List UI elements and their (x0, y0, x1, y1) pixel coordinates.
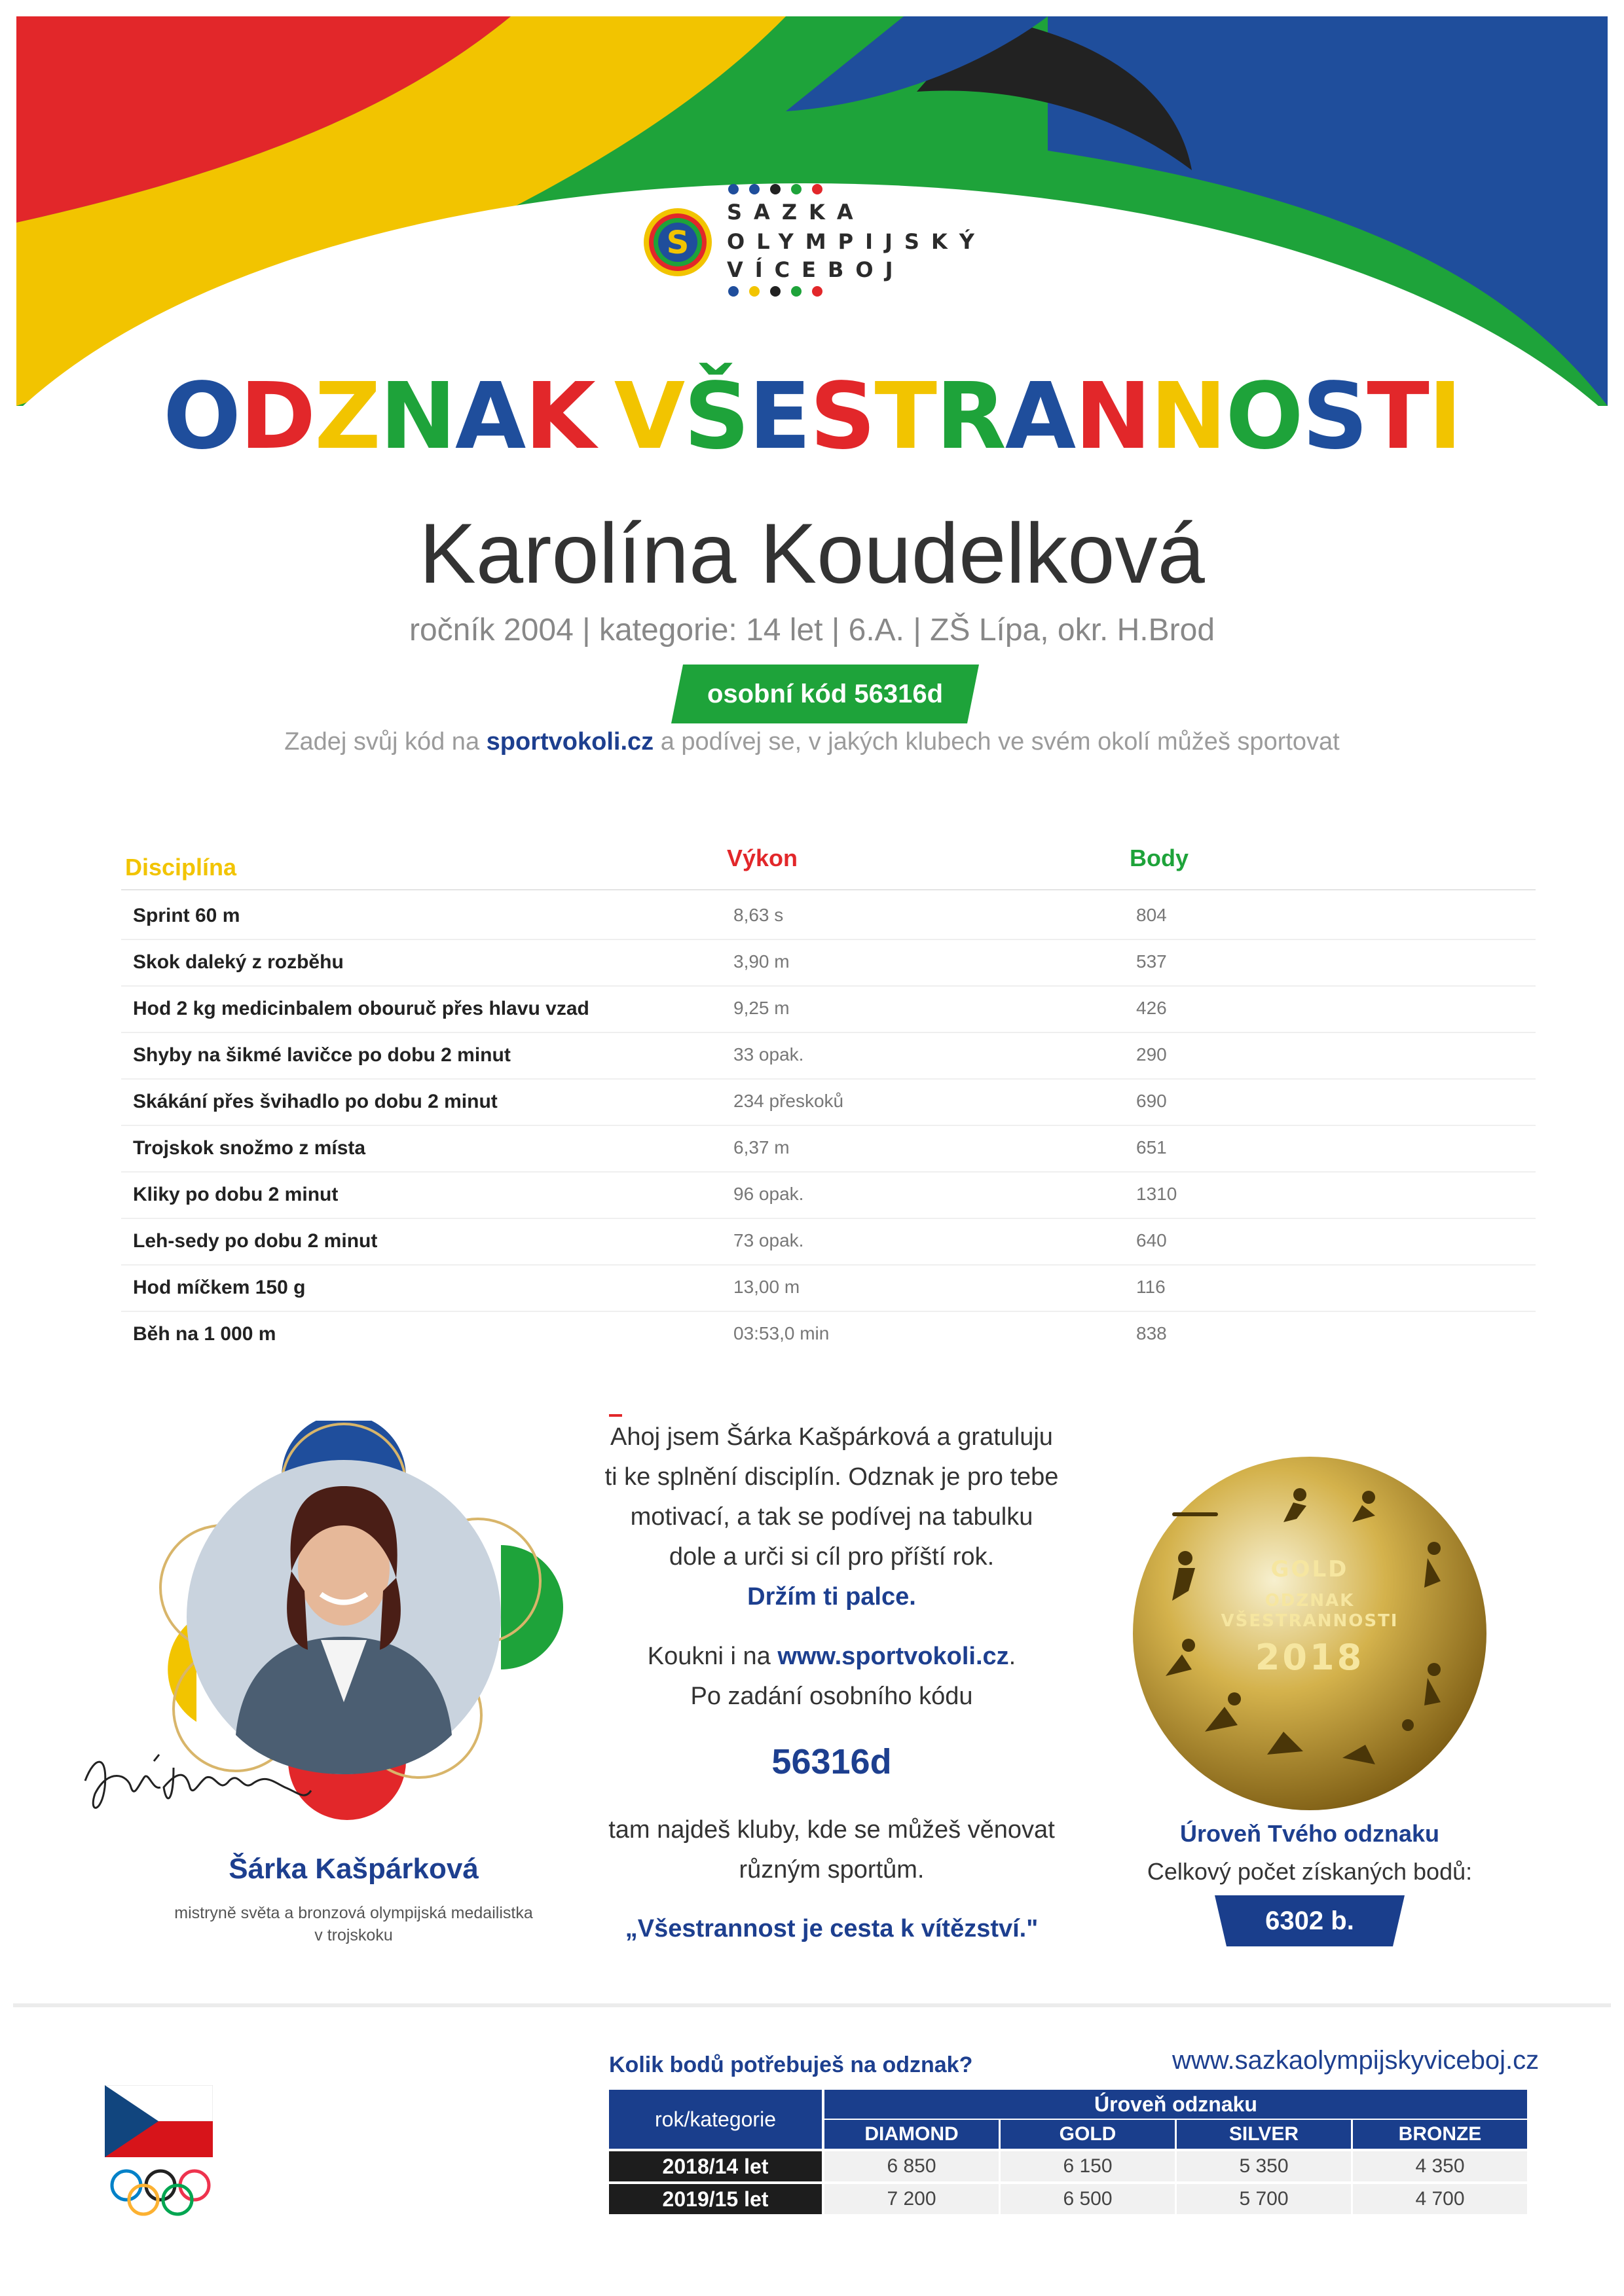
sportvokoli-url-link[interactable]: www.sportvokoli.cz (777, 1643, 1009, 1670)
threshold-value: 6 500 (1001, 2184, 1175, 2214)
table-row (121, 1230, 1536, 1277)
row-divider (121, 1218, 1536, 1219)
personal-code-badge (671, 665, 979, 723)
athlete-description-line1: mistryně světa a bronzová olympijská medailistka (174, 1904, 533, 1922)
points-cell: 651 (1136, 1137, 1167, 1157)
row-divider (121, 1264, 1536, 1266)
threshold-value: 6 150 (1001, 2151, 1175, 2181)
performance-cell: 6,37 m (733, 1137, 790, 1157)
row-divider (121, 1032, 1536, 1033)
row-divider (121, 1171, 1536, 1173)
total-points-label: Celkový počet získaných bodů: (1147, 1858, 1473, 1885)
performance-cell: 13,00 m (733, 1277, 800, 1297)
logo-dots-bottom (728, 286, 822, 297)
points-question: Kolik bodů potřebuješ na odznak? (609, 2052, 973, 2077)
medal-level: GOLD (1270, 1556, 1349, 1582)
logo-dot (728, 184, 739, 194)
gold-badge-medal (1126, 1450, 1493, 1817)
message-line: Ahoj jsem Šárka Kašpárková a gratuluju (610, 1423, 1053, 1451)
discipline-cell: Shyby na šikmé lavičce po dobu 2 minut (133, 1044, 511, 1066)
message-line: ti ke splnění disciplín. Odznak je pro tebe (604, 1463, 1059, 1491)
message-tail (576, 1810, 1087, 1890)
performance-cell: 33 opak. (733, 1044, 804, 1065)
discipline-cell: Hod 2 kg medicinbalem obouruč přes hlavu vzad (133, 998, 589, 1019)
medal-line2: VŠESTRANNOSTI (1221, 1611, 1399, 1631)
threshold-row-label: 2018/14 let (609, 2151, 822, 2181)
badge-thresholds-table (609, 2090, 1527, 2215)
heading-letter: S (809, 363, 875, 470)
heading-letter: Š (684, 363, 749, 470)
performance-cell: 73 opak. (733, 1230, 804, 1250)
threshold-value: 4 350 (1353, 2151, 1527, 2181)
heading-letter: N (1075, 363, 1151, 470)
header-performance: Výkon (727, 845, 798, 871)
row-divider (121, 939, 1536, 940)
logo-text-line2: OLYMPIJSKÝ (727, 229, 986, 254)
threshold-value: 4 700 (1353, 2184, 1527, 2214)
heading-letter: O (163, 363, 240, 470)
badge-level-title: Úroveň Tvého odznaku (1179, 1820, 1440, 1847)
table-row (121, 951, 1536, 998)
svg-text:S: S (666, 225, 690, 261)
logo-dot (749, 184, 760, 194)
points-cell: 804 (1136, 905, 1167, 925)
person-info: ročník 2004 | kategorie: 14 let | 6.A. | ZŠ Lípa, okr. H.Brod (409, 613, 1215, 647)
header-divider (121, 889, 1536, 890)
points-cell: 838 (1136, 1323, 1167, 1343)
logo-dot (791, 184, 802, 194)
person-name: Karolína Koudelková (419, 505, 1205, 601)
logo-text-line1: SAZKA (727, 200, 865, 225)
points-cell: 690 (1136, 1091, 1167, 1111)
performance-cell: 234 přeskoků (733, 1091, 844, 1111)
table-row (121, 1184, 1536, 1230)
prompt-before: Zadej svůj kód na (284, 728, 487, 756)
athlete-signature (75, 1741, 337, 1833)
logo-dot (812, 184, 822, 194)
performance-cell: 03:53,0 min (733, 1323, 830, 1343)
level-header-silver: SILVER (1177, 2120, 1351, 2149)
points-cell: 640 (1136, 1230, 1167, 1250)
medal-year: 2018 (1255, 1637, 1365, 1678)
motto-quote: „Všestrannost je cesta k vítězství." (625, 1915, 1039, 1942)
points-cell: 537 (1136, 951, 1167, 972)
heading-letter: E (748, 363, 810, 470)
points-cell: 426 (1136, 998, 1167, 1018)
personal-code-label: osobní kód 56316d (707, 680, 944, 708)
discipline-cell: Kliky po dobu 2 minut (133, 1184, 339, 1205)
logo-text-line3: VÍCEBOJ (727, 257, 905, 282)
performance-cell: 96 opak. (733, 1184, 804, 1204)
congratulation-message (576, 1417, 1087, 1717)
prompt-after: a podívej se, v jakých klubech ve svém okolí můžeš sportovat (654, 728, 1340, 756)
discipline-cell: Hod míčkem 150 g (133, 1277, 306, 1298)
badge-heading (0, 363, 1624, 470)
olympic-rings-icon (108, 2167, 213, 2219)
points-cell: 290 (1136, 1044, 1167, 1065)
logo-dot (812, 286, 822, 297)
table-row (121, 1323, 1536, 1370)
discipline-cell: Leh-sedy po dobu 2 minut (133, 1230, 378, 1252)
heading-letter: V (614, 363, 684, 470)
performance-cell: 9,25 m (733, 998, 790, 1018)
table-row (121, 1277, 1536, 1323)
threshold-row-label: 2019/15 let (609, 2184, 822, 2214)
sportvokoli-prompt (0, 728, 1624, 756)
message-accent-dash (609, 1414, 622, 1417)
level-header-diamond: DIAMOND (824, 2120, 999, 2149)
athlete-description (144, 1902, 563, 1946)
discipline-cell: Skok daleký z rozběhu (133, 951, 344, 973)
heading-letter: I (1428, 363, 1461, 470)
discipline-cell: Trojskok snožmo z místa (133, 1137, 366, 1159)
athlete-description-line2: v trojskoku (314, 1926, 393, 1944)
discipline-cell: Skákání přes švihadlo po dobu 2 minut (133, 1091, 498, 1112)
table-row (121, 1091, 1536, 1137)
level-header-gold: GOLD (1001, 2120, 1175, 2149)
heading-letter: N (1150, 363, 1226, 470)
heading-letter: D (240, 363, 315, 470)
heading-letter: A (1005, 363, 1075, 470)
table-row (121, 1137, 1536, 1184)
level-header-bronze: BRONZE (1353, 2120, 1527, 2149)
message-line (576, 1637, 1087, 1677)
row-divider (121, 1311, 1536, 1312)
heading-letter: R (936, 363, 1005, 470)
website-link[interactable]: www.sazkaolympijskyviceboj.cz (1172, 2046, 1540, 2075)
heading-letter: A (454, 363, 525, 470)
sazka-logo (642, 180, 995, 304)
threshold-value: 7 200 (824, 2184, 999, 2214)
message-line: Po zadání osobního kódu (690, 1683, 973, 1710)
logo-dots-top (728, 184, 822, 194)
message-link-prefix: Koukni i na (647, 1643, 778, 1670)
sportvokoli-link[interactable]: sportvokoli.cz (486, 728, 654, 756)
heading-letter: T (874, 363, 936, 470)
header-points: Body (1130, 845, 1189, 871)
logo-dot (728, 286, 739, 297)
medal-line1: ODZNAK (1264, 1591, 1355, 1611)
threshold-value: 6 850 (824, 2151, 999, 2181)
heading-letter: N (379, 363, 455, 470)
row-divider (121, 985, 1536, 987)
points-cell: 1310 (1136, 1184, 1177, 1204)
message-line: různým sportům. (739, 1856, 925, 1884)
heading-letter (595, 363, 614, 470)
discipline-cell: Běh na 1 000 m (133, 1323, 276, 1345)
row-category-header: rok/kategorie (609, 2090, 822, 2149)
message-cheer: Držím ti palce. (747, 1583, 916, 1611)
total-points-badge (1215, 1895, 1405, 1946)
message-link-suffix: . (1008, 1643, 1016, 1670)
logo-dot (749, 286, 760, 297)
performance-cell: 8,63 s (733, 905, 784, 925)
table-row (121, 1044, 1536, 1091)
logo-dot (770, 184, 781, 194)
message-line: motivací, a tak se podívej na tabulku (630, 1503, 1033, 1531)
threshold-value: 5 700 (1177, 2184, 1351, 2214)
total-points-value: 6302 b. (1265, 1906, 1354, 1935)
logo-dot (791, 286, 802, 297)
heading-letter: K (525, 363, 595, 470)
discipline-cell: Sprint 60 m (133, 905, 240, 926)
athlete-name: Šárka Kašpárková (229, 1853, 479, 1885)
heading-letter: T (1367, 363, 1428, 470)
table-row (121, 905, 1536, 951)
row-divider (121, 1125, 1536, 1126)
heading-letter: S (1302, 363, 1367, 470)
row-divider (121, 1078, 1536, 1080)
heading-letter: Z (314, 363, 380, 470)
header-discipline: Disciplína (125, 854, 237, 881)
medal-graphic (1126, 1450, 1493, 1817)
table-row (121, 998, 1536, 1044)
czech-flag-icon (105, 2085, 213, 2157)
message-line: dole a urči si cíl pro příští rok. (669, 1543, 995, 1571)
points-cell: 116 (1136, 1277, 1166, 1297)
threshold-value: 5 350 (1177, 2151, 1351, 2181)
level-group-header: Úroveň odznaku (824, 2090, 1527, 2119)
performance-cell: 3,90 m (733, 951, 790, 972)
sazka-s-icon (642, 206, 714, 278)
personal-code-large: 56316d (771, 1742, 892, 1781)
footer-divider (13, 2003, 1611, 2007)
logo-dot (770, 286, 781, 297)
message-line: tam najdeš kluby, kde se můžeš věnovat (608, 1816, 1055, 1844)
heading-letter: O (1225, 363, 1302, 470)
